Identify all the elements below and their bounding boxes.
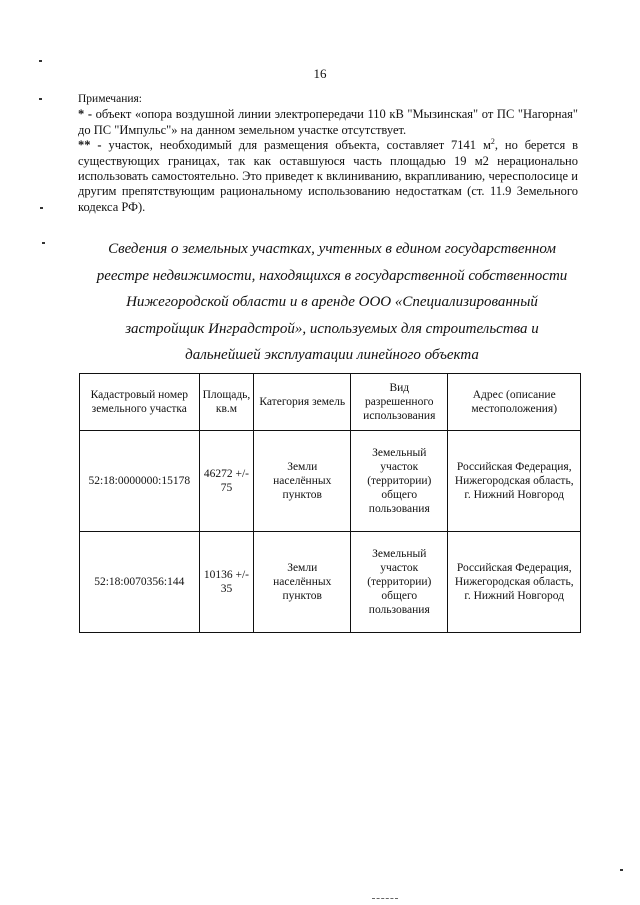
cell-area: 46272 +/- 75 xyxy=(199,431,254,532)
cell-permitted-use: Земельный участок (территории) общего пользования xyxy=(351,431,448,532)
table-row xyxy=(80,431,581,532)
note-2-text-b: , но берется в существующих границах, так как оставшуюся часть площадью 19 м2 нерационально использовать самостоятельно. Это приведет к вклиниванию, вкрапливанию, чересполосице и другим препятствующим рациональному использованию недостаткам (ст. 11.9 Земельного кодекса РФ). xyxy=(78,138,578,214)
header-land-category: Категория земель xyxy=(254,374,351,431)
scan-artifact xyxy=(372,898,398,900)
note-1 xyxy=(78,107,578,138)
header-cadastral-number: Кадастровый номер земельного участка xyxy=(80,374,200,431)
header-area: Площадь, кв.м xyxy=(199,374,254,431)
scan-speck xyxy=(620,869,623,871)
notes-heading: Примечания: xyxy=(78,93,142,105)
note-2 xyxy=(78,138,578,215)
cell-area: 10136 +/- 35 xyxy=(199,532,254,633)
land-parcels-table xyxy=(79,373,581,633)
notes-block xyxy=(78,92,578,215)
scan-speck xyxy=(39,60,42,62)
cell-address: Российская Федерация, Нижегородская область, г. Нижний Новгород xyxy=(448,431,581,532)
page-number: 16 xyxy=(313,66,327,81)
note-1-marker: * - xyxy=(78,107,93,122)
note-2-text-a: участок, необходимый для размещения объекта, составляет 7141 м xyxy=(101,138,491,153)
cell-land-category: Земли населённых пунктов xyxy=(254,532,351,633)
scan-speck xyxy=(42,242,45,244)
note-2-superscript: 2 xyxy=(490,137,495,147)
cell-address: Российская Федерация, Нижегородская область, г. Нижний Новгород xyxy=(448,532,581,633)
table-header-row xyxy=(80,374,581,431)
header-permitted-use: Вид разрешенного использования xyxy=(351,374,448,431)
section-title: Сведения о земельных участках, учтенных в едином государственном реестре недвижимости, находящихся в государственной собственности Нижегородской области и в аренде ООО «Специализированный застройщик Инградстрой», используемых для строительства и дальнейшей эксплуатации линейного объекта xyxy=(96,241,568,363)
header-address: Адрес (описание местоположения) xyxy=(448,374,581,431)
scan-speck xyxy=(39,98,42,100)
cell-cadastral-number: 52:18:0070356:144 xyxy=(80,532,200,633)
cell-land-category: Земли населённых пунктов xyxy=(254,431,351,532)
note-1-text: объект «опора воздушной линии электропередачи 110 кВ "Мызинская" от ПС "Нагорная" до ПС "Импульс"» на данном земельном участке отсутствует. xyxy=(78,107,578,137)
table-row xyxy=(80,532,581,633)
note-2-marker: ** - xyxy=(78,138,102,153)
scan-speck xyxy=(40,207,43,209)
cell-cadastral-number: 52:18:0000000:15178 xyxy=(80,431,200,532)
cell-permitted-use: Земельный участок (территории) общего пользования xyxy=(351,532,448,633)
